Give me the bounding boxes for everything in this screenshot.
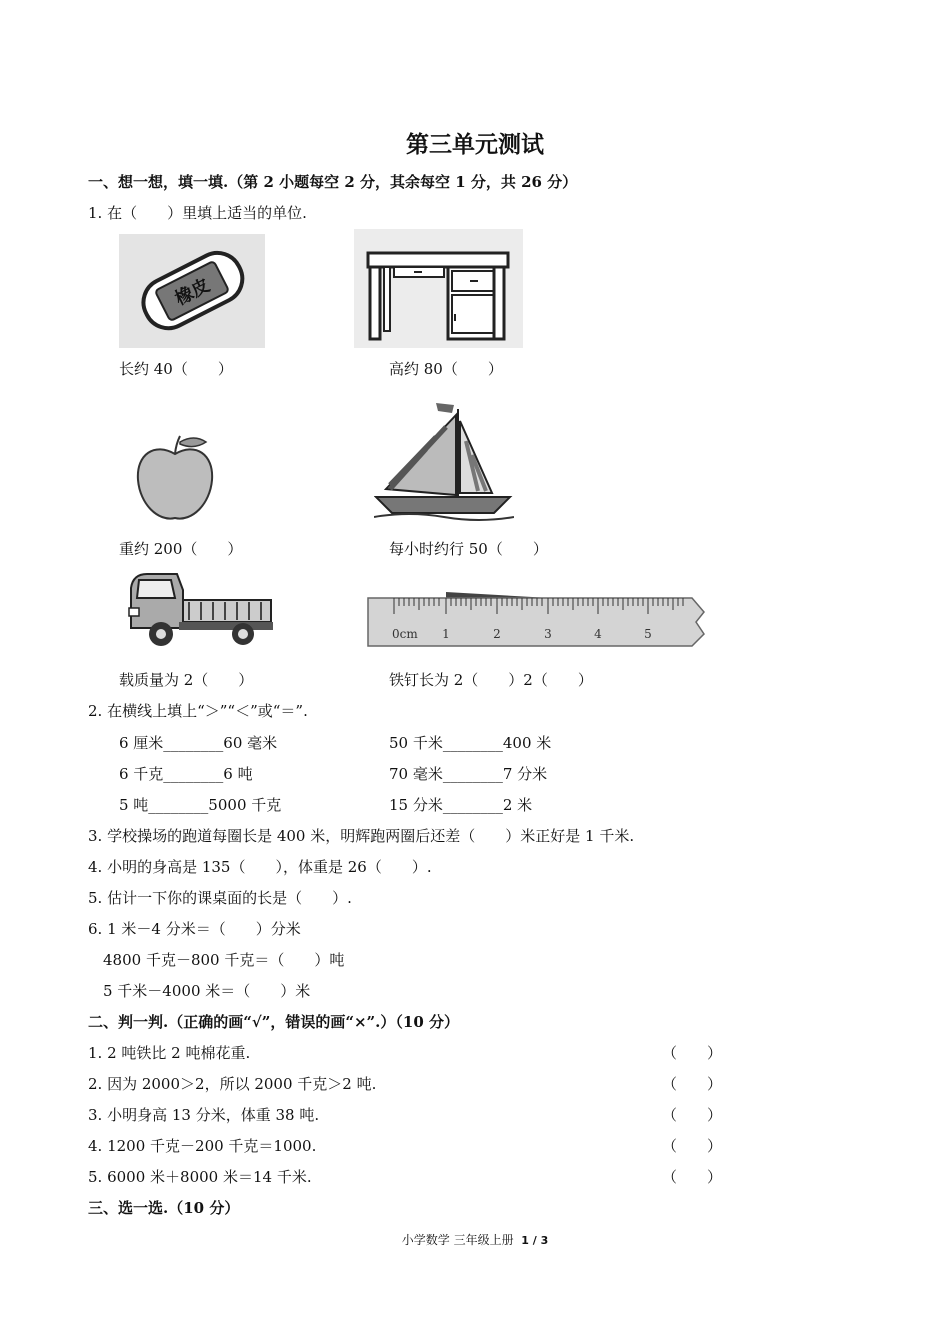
footer-text: 小学数学 三年级上册: [401, 1233, 514, 1247]
page-number: 1 / 3: [521, 1234, 549, 1247]
eraser-image: [119, 234, 265, 348]
q1-stem: 1. 在（ ）里填上适当的单位.: [88, 204, 307, 222]
q2-stem: 2. 在横线上填上“＞”“＜”或“＝”.: [88, 702, 308, 720]
page-title: 第三单元测试: [406, 131, 544, 158]
q1-item-6: 铁钉长为 2（ ）2（ ）: [389, 671, 593, 689]
q5: 5. 估计一下你的课桌面的长是（ ）.: [88, 889, 352, 907]
q2-left-1: 6 厘米________60 毫米: [119, 734, 278, 752]
sailboat-image: [374, 401, 514, 521]
s2-item-5: 5. 6000 米＋8000 米＝14 千米.: [88, 1168, 312, 1186]
s2-item-2: 2. 因为 2000＞2，所以 2000 千克＞2 吨.: [88, 1075, 377, 1093]
q1-item-5: 载质量为 2（ ）: [119, 671, 254, 689]
s2-item-3: 3. 小明身高 13 分米，体重 38 吨.: [88, 1106, 320, 1124]
section-3-heading: 三、选一选.（10 分）: [88, 1199, 240, 1217]
q1-item-1: 长约 40（ ）: [119, 360, 233, 378]
q1-item-3: 重约 200（ ）: [119, 540, 243, 558]
q2-right-1: 50 千米________400 米: [389, 734, 552, 752]
q1-item-4: 每小时约行 50（ ）: [389, 540, 548, 558]
ruler-tick-5: 5: [644, 627, 652, 641]
page-footer: [0, 1231, 950, 1248]
q6-line-3: 5 千米－4000 米＝（ ）米: [103, 982, 311, 1000]
q1-item-2: 高约 80（ ）: [389, 360, 503, 378]
truck-image: [125, 570, 275, 650]
ruler-tick-4: 4: [594, 627, 602, 641]
q4: 4. 小明的身高是 135（ ），体重是 26（ ）.: [88, 858, 432, 876]
s2-answer-bracket-3: （ ）: [662, 1106, 723, 1124]
ruler-tick-1: 1: [442, 627, 450, 641]
ruler-tick-3: 3: [544, 627, 552, 641]
eraser-label: 橡皮: [171, 274, 214, 310]
apple-image: [130, 432, 220, 524]
s2-answer-bracket-2: （ ）: [662, 1075, 723, 1093]
desk-image: [354, 229, 523, 348]
q2-left-3: 5 吨________5000 千克: [119, 796, 282, 814]
q2-left-2: 6 千克________6 吨: [119, 765, 253, 783]
section-2-heading: 二、判一判.（正确的画“√”，错误的画“×”.）（10 分）: [88, 1013, 459, 1031]
s2-item-4: 4. 1200 千克－200 千克＝1000.: [88, 1137, 317, 1155]
ruler-image: [366, 588, 708, 654]
q6-line-2: 4800 千克－800 千克＝（ ）吨: [103, 951, 345, 969]
ruler-unit-label: 0cm: [392, 627, 418, 641]
s2-answer-bracket-5: （ ）: [662, 1168, 723, 1186]
q3: 3. 学校操场的跑道每圈长是 400 米，明辉跑两圈后还差（ ）米正好是 1 千米.: [88, 827, 635, 845]
q2-right-2: 70 毫米________7 分米: [389, 765, 548, 783]
s2-answer-bracket-1: （ ）: [662, 1044, 723, 1062]
q2-right-3: 15 分米________2 米: [389, 796, 533, 814]
ruler-tick-2: 2: [493, 627, 501, 641]
s2-answer-bracket-4: （ ）: [662, 1137, 723, 1155]
section-1-heading: 一、想一想，填一填.（第 2 小题每空 2 分，其余每空 1 分，共 26 分）: [88, 173, 578, 191]
q6-line-1: 6. 1 米－4 分米＝（ ）分米: [88, 920, 301, 938]
s2-item-1: 1. 2 吨铁比 2 吨棉花重.: [88, 1044, 251, 1062]
